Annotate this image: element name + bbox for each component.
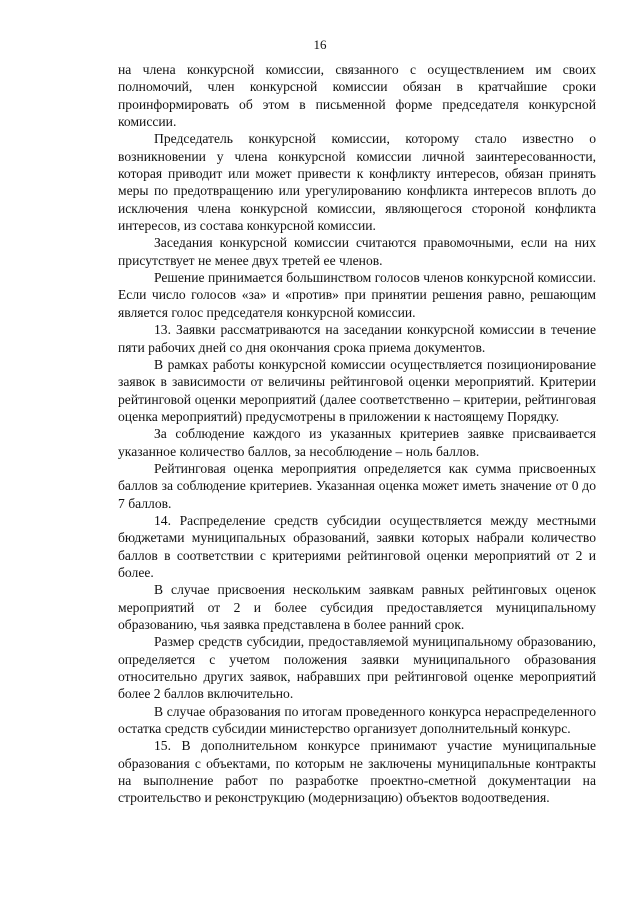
- paragraph-4: Решение принимается большинством голосов членов конкурсной комиссии. Если число голосов «за» и «против» при принятии решения равно, решающим является голос председателя конкурсной комиссии.: [118, 270, 596, 320]
- paragraph-9: 14. Распределение средств субсидии осуществляется между местными бюджетами муниципальных образований, заявки которых набрали количество баллов в соответствии с критериями рейтинговой оценки мероприятий от 2 и более.: [118, 512, 596, 580]
- paragraph-13: 15. В дополнительном конкурсе принимают участие муниципальные образования с объектами, по которым не заключены муниципальные контракты на выполнение работ по разработке проектно-сметной документации на строительство и реконструкцию (модернизацию) объектов водоотведения.: [118, 738, 596, 806]
- paragraph-1: на члена конкурсной комиссии, связанного с осуществлением им своих полномочий, член конкурсной комиссии обязан в кратчайшие сроки проинформировать об этом в письменной форме председателя конкурсной комиссии.: [118, 62, 596, 130]
- document-body: [118, 61, 596, 807]
- paragraph-2: Председатель конкурсной комиссии, которому стало известно о возникновении у члена конкурсной комиссии личной заинтересованности, которая приводит или может привести к конфликту интересов, обязан принять меры по предотвращению или урегулированию конфликта интересов вплоть до исключения члена конкурсной комиссии, являющегося стороной конфликта интересов, из состава конкурсной комиссии.: [118, 131, 596, 234]
- paragraph-8: Рейтинговая оценка мероприятия определяется как сумма присвоенных баллов за соблюдение критериев. Указанная оценка может иметь значение от 0 до 7 баллов.: [118, 460, 596, 511]
- page-number: 16: [313, 37, 327, 52]
- paragraph-5: 13. Заявки рассматриваются на заседании конкурсной комиссии в течение пяти рабочих дней со дня окончания срока приема документов.: [118, 322, 596, 355]
- paragraph-3: Заседания конкурсной комиссии считаются правомочными, если на них присутствует не менее двух третей ее членов.: [118, 235, 596, 268]
- paragraph-6: В рамках работы конкурсной комиссии осуществляется позиционирование заявок в зависимости от величины рейтинговой оценки мероприятий. Критерии рейтинговой оценки мероприятий (далее соответственно – критерии, рейтинговая оценка мероприятий) предусмотрены в приложении к настоящему Порядку.: [118, 356, 596, 424]
- paragraph-10: В случае присвоения нескольким заявкам равных рейтинговых оценок мероприятий от 2 и более субсидия предоставляется муниципальному образованию, чья заявка представлена в более ранний срок.: [118, 582, 596, 632]
- paragraph-7: За соблюдение каждого из указанных критериев заявке присваивается указанное количество баллов, за несоблюдение – ноль баллов.: [118, 426, 596, 459]
- paragraph-11: Размер средств субсидии, предоставляемой муниципальному образованию, определяется с учетом положения заявки муниципального образования относительно других заявок, набравших при рейтинговой оценке мероприятий более 2 баллов включительно.: [118, 634, 596, 702]
- paragraph-12: В случае образования по итогам проведенного конкурса нераспределенного остатка средств субсидии министерство организует дополнительный конкурс.: [118, 703, 596, 737]
